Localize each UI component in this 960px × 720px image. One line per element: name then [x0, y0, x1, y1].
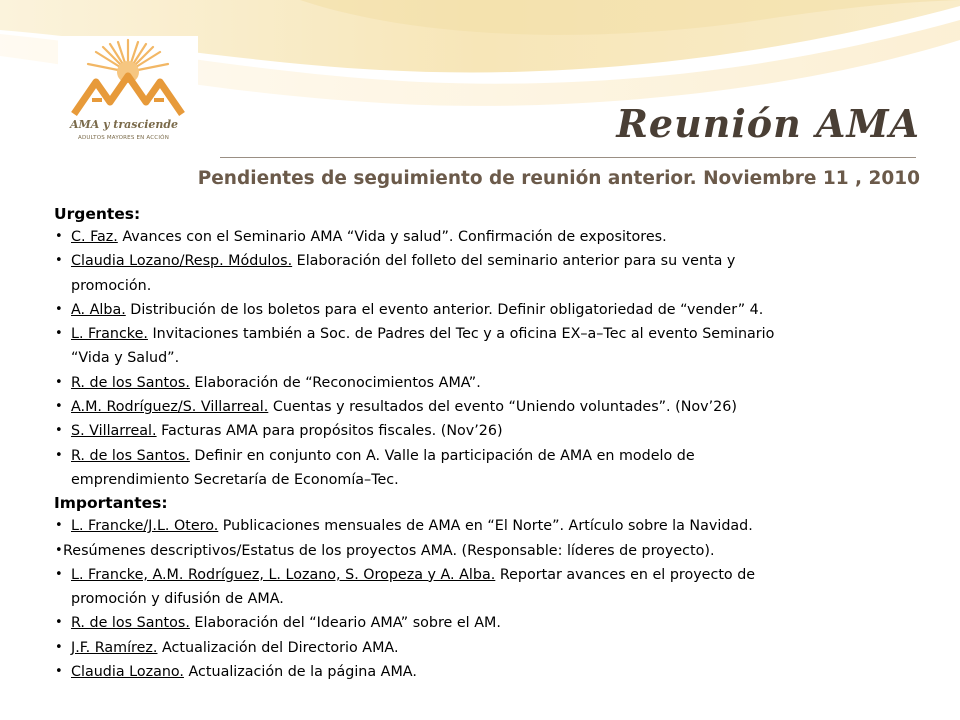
item-text: Elaboración de “Reconocimientos AMA”.	[189, 374, 481, 391]
item-text: Elaboración del “Ideario AMA” sobre el AM.	[189, 615, 501, 632]
item-text: Facturas AMA para propósitos fiscales. (Nov’26)	[156, 423, 503, 440]
list-item	[54, 419, 934, 443]
list-item	[54, 611, 934, 635]
bullet-icon: •	[55, 253, 63, 269]
bullet-icon: •	[55, 566, 63, 582]
logo-tagline: AMA y trasciende	[70, 118, 179, 131]
item-text: Actualización de la página AMA.	[183, 664, 417, 681]
bullet-icon: •	[55, 399, 63, 415]
item-text-continuation: promoción y difusión de AMA.	[71, 591, 284, 608]
list-item	[54, 249, 934, 298]
responsible-name: C. Faz.	[71, 229, 118, 245]
slide-subtitle: Pendientes de seguimiento de reunión anterior. Noviembre 11 , 2010	[197, 168, 920, 189]
bullet-icon: •	[55, 542, 63, 558]
responsible-name: A. Alba.	[71, 301, 126, 318]
item-text-continuation: promoción.	[71, 277, 152, 294]
slide-title: Reunión AMA	[616, 101, 920, 146]
bullet-icon: •	[55, 518, 63, 534]
list-item	[54, 636, 934, 660]
bullet-icon: •	[55, 447, 63, 463]
item-text: Publicaciones mensuales de AMA en “El Norte”. Artículo sobre la Navidad.	[218, 518, 753, 535]
list-item	[54, 371, 934, 395]
item-text: Elaboración del folleto del seminario anterior para su venta y	[292, 253, 736, 270]
list-item	[54, 225, 934, 249]
item-text-continuation: emprendimiento Secretaría de Economía–Tec.	[71, 471, 399, 488]
list-item	[54, 322, 934, 371]
bullet-icon: •	[55, 664, 63, 680]
responsible-name: R. de los Santos.	[71, 615, 190, 632]
bullet-icon: •	[55, 326, 63, 342]
bullet-icon: •	[55, 229, 63, 244]
section-heading-urgentes: Urgentes:	[54, 205, 141, 223]
urgentes-list	[54, 225, 934, 492]
bullet-icon: •	[55, 423, 63, 439]
responsible-name: L. Francke.	[71, 326, 148, 343]
ama-logo	[58, 36, 198, 156]
item-text: Avances con el Seminario AMA “Vida y salud”. Confirmación de expositores.	[117, 229, 667, 245]
list-item	[54, 539, 934, 563]
bullet-icon: •	[55, 374, 63, 390]
item-text: Resúmenes descriptivos/Estatus de los proyectos AMA. (Responsable: líderes de proyecto).	[63, 542, 715, 559]
sun-mountains-icon	[58, 36, 198, 118]
list-item	[54, 395, 934, 419]
list-item	[54, 660, 934, 684]
responsible-name: S. Villarreal.	[71, 423, 157, 440]
responsible-name: J.F. Ramírez.	[71, 639, 158, 656]
responsible-name: A.M. Rodríguez/S. Villarreal.	[71, 399, 269, 416]
item-text: Actualización del Directorio AMA.	[157, 639, 399, 656]
title-divider	[220, 157, 916, 158]
section-heading-importantes: Importantes:	[54, 494, 168, 513]
responsible-name: Claudia Lozano/Resp. Módulos.	[71, 253, 293, 270]
bullet-icon: •	[55, 615, 63, 631]
responsible-name: L. Francke, A.M. Rodríguez, L. Lozano, S. Oropeza y A. Alba.	[71, 566, 496, 583]
responsible-name: Claudia Lozano.	[71, 664, 184, 681]
responsible-name: R. de los Santos.	[71, 374, 190, 391]
responsible-name: L. Francke/J.L. Otero.	[71, 518, 219, 535]
list-item	[54, 298, 934, 322]
list-item	[54, 444, 934, 493]
list-item	[54, 514, 934, 538]
list-item	[54, 563, 934, 612]
bullet-icon: •	[55, 639, 63, 655]
content-body	[54, 203, 934, 684]
item-text: Cuentas y resultados del evento “Uniendo voluntades”. (Nov’26)	[268, 399, 737, 416]
item-text: Reportar avances en el proyecto de	[495, 566, 756, 583]
item-text: Definir en conjunto con A. Valle la participación de AMA en modelo de	[189, 447, 695, 464]
item-text: Distribución de los boletos para el evento anterior. Definir obligatoriedad de “vender” 4.	[125, 301, 764, 318]
bullet-icon: •	[55, 301, 63, 317]
item-text: Invitaciones también a Soc. de Padres del Tec y a oficina EX–a–Tec al evento Seminario	[147, 326, 775, 343]
importantes-list	[54, 514, 934, 684]
responsible-name: R. de los Santos.	[71, 447, 190, 464]
logo-subtagline: ADULTOS MAYORES EN ACCIÓN	[78, 135, 170, 141]
item-text-continuation: “Vida y Salud”.	[71, 350, 180, 367]
